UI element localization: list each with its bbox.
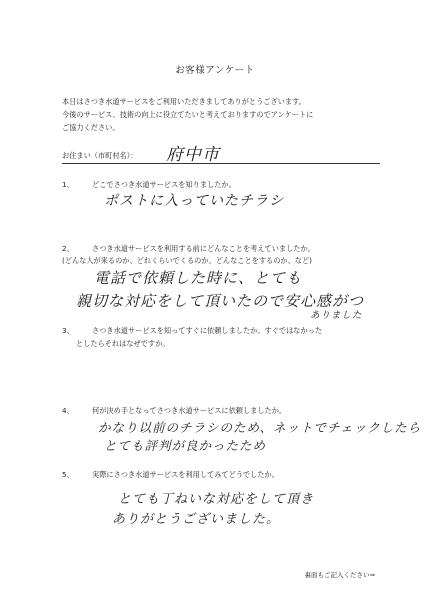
answer-text: とても丁ねいな対応をして頂き bbox=[118, 492, 315, 507]
answer-text: 親切な対応をして頂いたので安心感がつ bbox=[76, 292, 365, 310]
answer-text: 電話で依頼した時に、とても bbox=[94, 269, 303, 287]
question-text: さつき水道サービスを知ってすぐに依頼しましたか。すぐではなかった bbox=[92, 326, 323, 335]
page-title: お客様アンケート bbox=[175, 65, 255, 76]
address-field bbox=[62, 149, 380, 164]
address-label: お住まい（市町村名）： bbox=[62, 151, 138, 160]
question-number: 3、 bbox=[62, 326, 74, 335]
address-answer: 府中市 bbox=[166, 145, 220, 165]
footer-note: 裏面もご記入ください⇒ bbox=[304, 571, 375, 579]
answer-text: かなり以前のチラシのため、ネットでチェックしたら bbox=[98, 420, 422, 435]
question-number: 1、 bbox=[62, 180, 74, 189]
question-text: 何が決め手となってさつき水道サービスに依頼しましたか。 bbox=[92, 406, 287, 415]
intro-line-2: 今後のサービス、技術の向上に役立てたいと考えておりますのでアンケートに bbox=[62, 110, 314, 119]
answer-text: とても評判が良かったため bbox=[104, 438, 267, 453]
intro-line-3: ご協力ください。 bbox=[62, 123, 120, 132]
question-number: 2、 bbox=[62, 244, 74, 253]
question-text: 実際にさつき水道サービスを利用してみてどうでしたか。 bbox=[92, 470, 279, 479]
question-number: 4、 bbox=[62, 406, 74, 415]
answer-text: ありました bbox=[310, 310, 363, 321]
answer-text: ありがとうございました。 bbox=[112, 512, 281, 527]
intro-line-1: 本日はさつき水道サービスをご利用いただきましてありがとうございます。 bbox=[62, 97, 306, 106]
answer-text: ポストに入っていたチラシ bbox=[104, 193, 284, 209]
question-number: 5、 bbox=[62, 470, 74, 479]
question-text: どこでさつき水道サービスを知りましたか。 bbox=[92, 180, 236, 189]
question-note: (どんな人が来るのか、どれくらいでくるのか、どんなことをするのか、など) bbox=[62, 256, 312, 265]
question-text: さつき水道サービスを利用する前にどんなことを考えていましたか。 bbox=[92, 244, 315, 253]
question-text: としたらそれはなぜですか。 bbox=[76, 339, 170, 348]
